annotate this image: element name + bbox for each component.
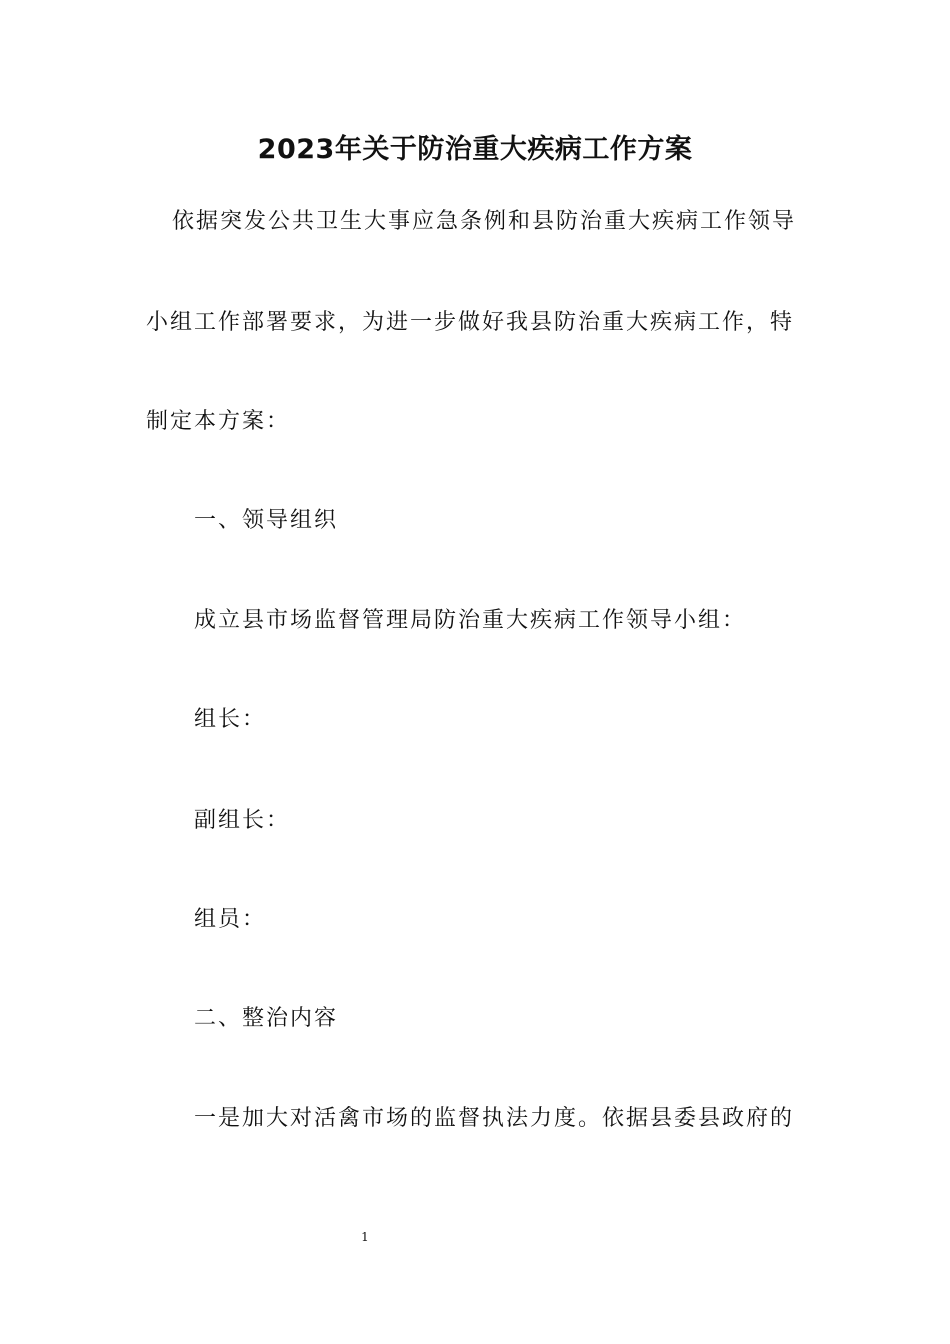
deputy-leader-label: 副组长：: [194, 808, 291, 833]
leader-label: 组长：: [194, 707, 267, 732]
intro-line-3: 制定本方案：: [146, 409, 291, 434]
intro-line-2: 小组工作部署要求，为进一步做好我县防治重大疾病工作，特: [146, 310, 795, 335]
page-number: 1: [361, 1230, 369, 1244]
section-2-line-1: 一是加大对活禽市场的监督执法力度。依据县委县政府的: [194, 1106, 795, 1131]
section-1-text: 成立县市场监督管理局防治重大疾病工作领导小组：: [194, 608, 747, 633]
intro-line-1: 依据突发公共卫生大事应急条例和县防治重大疾病工作领导: [172, 209, 797, 234]
section-2-heading: 二、整治内容: [194, 1006, 339, 1031]
members-label: 组员：: [194, 907, 267, 932]
section-1-heading: 一、领导组织: [194, 508, 339, 533]
document-title: 2023年关于防治重大疾病工作方案: [257, 134, 693, 165]
